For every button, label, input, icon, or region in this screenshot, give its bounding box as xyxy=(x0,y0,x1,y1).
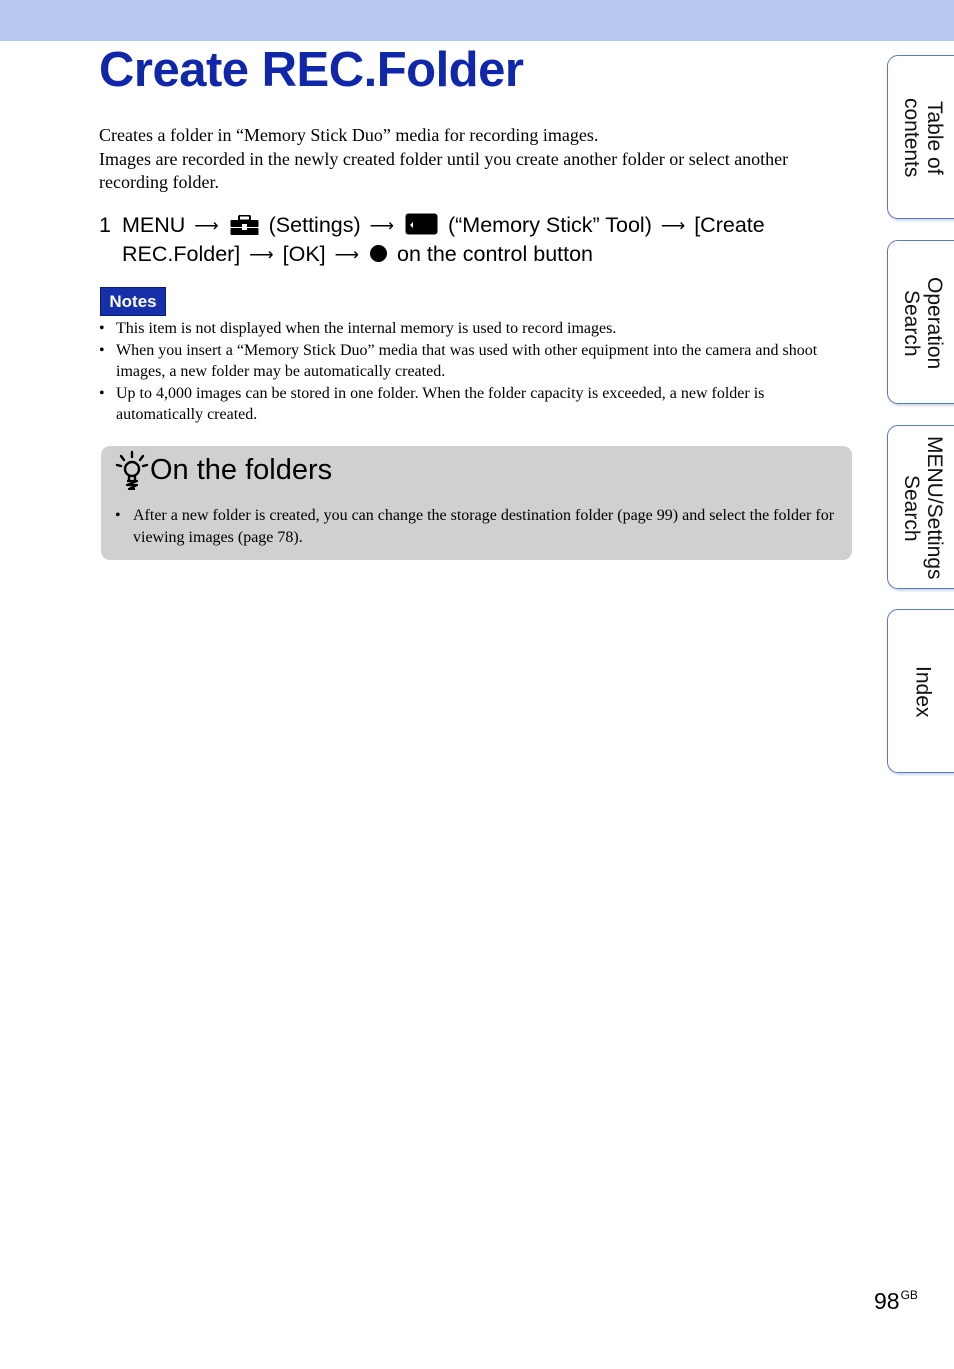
page-title: Create REC.Folder xyxy=(99,43,524,97)
note-item: • When you insert a “Memory Stick Duo” media that was used with other equipment into the camera and shoot images, a new folder may be automatically created. xyxy=(99,340,851,383)
settings-label: (Settings) xyxy=(268,213,361,237)
step-body xyxy=(122,211,859,269)
tab-label: Table of contents xyxy=(900,98,946,178)
tip-title: On the folders xyxy=(150,454,333,486)
notes-badge: Notes xyxy=(100,287,166,316)
tip-box xyxy=(101,446,852,560)
intro-line: Images are recorded in the newly created folder until you create another folder or select another recording folder. xyxy=(99,148,789,192)
tab-label: MENU/Settings Search xyxy=(900,436,946,580)
note-item: • This item is not displayed when the internal memory is used to record images. xyxy=(99,318,851,340)
step-number: 1 xyxy=(99,213,111,237)
right-arrow-icon: ⟶ xyxy=(194,216,219,235)
tab-label: Index xyxy=(911,666,935,718)
page-number xyxy=(874,1288,918,1315)
right-arrow-icon: ⟶ xyxy=(249,245,274,264)
lightbulb-icon xyxy=(115,450,149,490)
create-folder-label: REC.Folder] xyxy=(122,242,241,266)
page-suffix: GB xyxy=(900,1288,918,1302)
create-folder-label: [Create xyxy=(694,213,765,237)
right-arrow-icon: ⟶ xyxy=(334,245,360,264)
right-arrow-icon: ⟶ xyxy=(660,216,686,235)
right-arrow-icon: ⟶ xyxy=(369,216,395,235)
note-item: • Up to 4,000 images can be stored in one folder. When the folder capacity is exceeded, a new folder is automatically created. xyxy=(99,383,851,426)
tip-list xyxy=(115,505,840,548)
menu-label: MENU xyxy=(122,213,186,237)
intro-text xyxy=(99,124,859,195)
notes-list xyxy=(99,318,851,426)
tip-item: • After a new folder is created, you can change the storage destination folder (page 99) and select the folder for viewing images (page 78). xyxy=(115,505,840,548)
page-number-value: 98 xyxy=(874,1288,900,1314)
header-band xyxy=(0,0,954,41)
tab-label: Operation Search xyxy=(900,276,946,370)
control-button-label: on the control button xyxy=(396,242,594,266)
tab-operation-search[interactable] xyxy=(887,240,954,404)
intro-line: Creates a folder in “Memory Stick Duo” media for recording images. xyxy=(99,125,599,145)
tab-menu-settings-search[interactable] xyxy=(887,425,954,589)
tab-index[interactable] xyxy=(887,609,954,773)
procedure-step xyxy=(99,211,859,269)
memory-stick-icon xyxy=(405,213,438,235)
memory-stick-tool-label: (“Memory Stick” Tool) xyxy=(447,213,652,237)
control-button-dot-icon xyxy=(370,245,387,262)
settings-toolbox-icon xyxy=(230,215,259,235)
ok-label: [OK] xyxy=(282,242,326,266)
tab-table-of-contents[interactable] xyxy=(887,55,954,219)
